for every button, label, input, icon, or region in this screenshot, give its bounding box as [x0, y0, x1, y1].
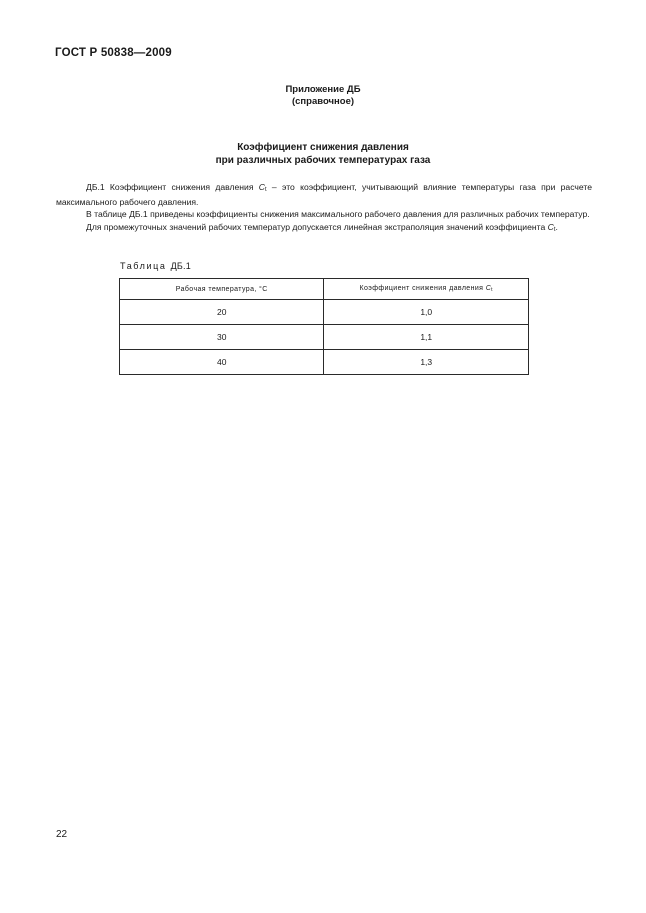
- coef-subscript: t: [553, 226, 556, 233]
- paragraph-3-text-end: .: [555, 221, 558, 232]
- coef-subscript: t: [264, 187, 267, 193]
- cell-temperature: 20: [120, 300, 324, 325]
- table-row: [120, 325, 529, 350]
- appendix-subtitle: (справочное): [291, 96, 355, 107]
- table-header-row: [120, 279, 529, 300]
- coef-symbol: C: [258, 182, 265, 192]
- paragraph-1-text: ДБ.1 Коэффициент снижения давления: [86, 182, 259, 192]
- appendix-heading: [0, 84, 646, 108]
- section-title-line1: Коэффициент снижения давления: [237, 142, 409, 153]
- paragraph-3: [56, 221, 592, 236]
- page-number: 22: [56, 829, 68, 840]
- table-caption-number: ДБ.1: [170, 261, 191, 271]
- section-title-line2: при различных рабочих температурах газа: [215, 155, 431, 166]
- header-coefficient: [324, 279, 529, 300]
- header-coefficient-text: Коэффициент снижения давления: [359, 285, 486, 292]
- paragraph-3-text: Для промежуточных значений рабочих температур допускается линейная экстраполяция значений коэффициента: [86, 221, 548, 232]
- body-text: [56, 181, 592, 236]
- cell-temperature: 30: [120, 325, 324, 350]
- header-coef-subscript: t: [491, 287, 493, 293]
- appendix-title: Приложение ДБ: [285, 84, 361, 95]
- cell-coefficient: 1,1: [324, 325, 529, 350]
- paragraph-1-text-end: – это коэффициент, учитывающий влияние температуры газа при расчете максимального рабочего давления.: [56, 182, 592, 208]
- section-title: [0, 141, 646, 167]
- table-row: [120, 350, 529, 375]
- cell-coefficient: 1,0: [324, 300, 529, 325]
- header-coef-symbol: C: [485, 285, 492, 292]
- table-row: [120, 300, 529, 325]
- paragraph-2: В таблице ДБ.1 приведены коэффициенты снижения максимального рабочего давления для различных рабочих температур.: [86, 209, 590, 220]
- cell-coefficient: 1,3: [324, 350, 529, 375]
- cell-temperature: 40: [120, 350, 324, 375]
- paragraph-1: [56, 181, 592, 208]
- table-caption: [120, 261, 191, 271]
- coef-symbol: C: [547, 221, 554, 232]
- coefficient-table: [119, 278, 529, 375]
- table-caption-label: Таблица: [120, 261, 167, 271]
- header-temperature: Рабочая температура, °С: [120, 279, 324, 300]
- document-code: ГОСТ Р 50838—2009: [55, 47, 172, 59]
